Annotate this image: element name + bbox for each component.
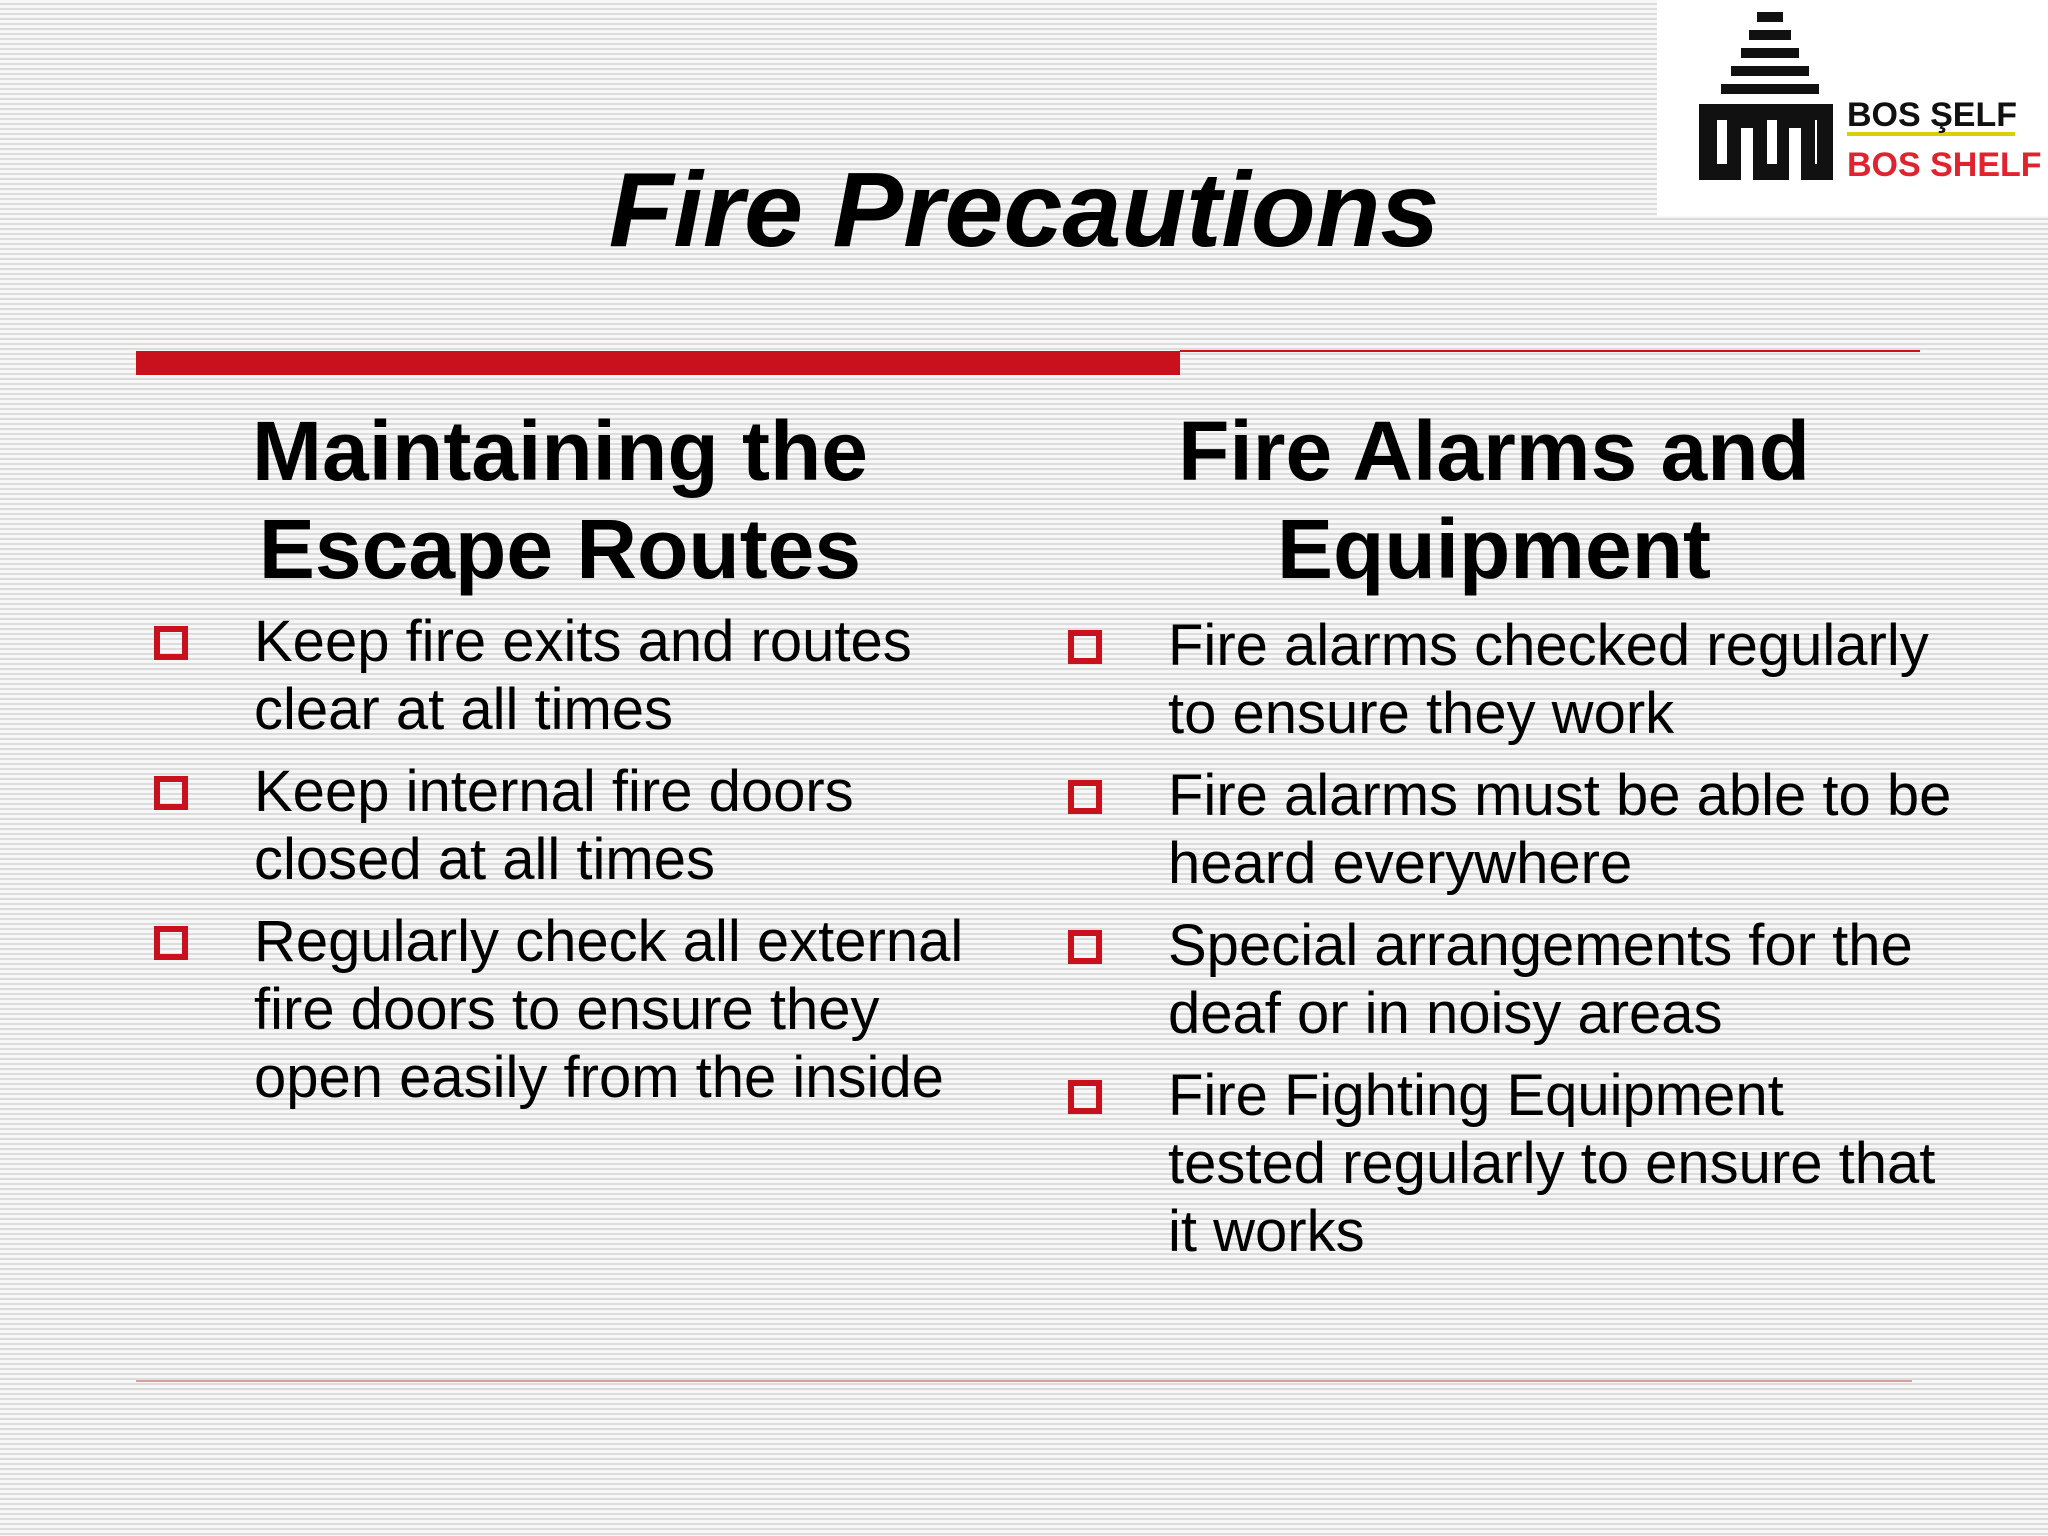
bullet-text: Fire Fighting Equipment tested regularly to ensure that it works — [1168, 1063, 1936, 1264]
square-bullet-icon — [1068, 1080, 1102, 1114]
right-bullet-list — [1054, 612, 1954, 1266]
list-item — [140, 758, 1020, 894]
left-heading: Maintaining the Escape Routes — [252, 404, 868, 596]
list-item — [1054, 612, 1954, 748]
left-column — [140, 402, 1020, 1126]
bullet-text: Fire alarms must be able to be heard everywhere — [1168, 763, 1952, 896]
square-bullet-icon — [1068, 630, 1102, 664]
bullet-text: Fire alarms checked regularly to ensure they work — [1168, 613, 1929, 746]
square-bullet-icon — [154, 776, 188, 810]
bullet-text: Keep fire exits and routes clear at all times — [254, 609, 912, 742]
title-underline-thin — [1180, 350, 1920, 352]
title-underline-thick — [136, 351, 1180, 375]
list-item — [140, 608, 1020, 744]
left-bullet-list — [140, 608, 1020, 1112]
right-heading: Fire Alarms and Equipment — [1178, 404, 1810, 596]
slide-title: Fire Precautions — [608, 151, 1440, 269]
bullet-text: Special arrangements for the deaf or in noisy areas — [1168, 913, 1913, 1046]
right-column — [1054, 402, 1954, 1280]
logo-line2: BOS SHELF — [1847, 146, 2042, 184]
list-item — [1054, 1062, 1954, 1266]
logo-line1: BOS ŞELF — [1847, 96, 2018, 134]
square-bullet-icon — [154, 926, 188, 960]
list-item — [1054, 762, 1954, 898]
list-item — [1054, 912, 1954, 1048]
square-bullet-icon — [154, 626, 188, 660]
square-bullet-icon — [1068, 930, 1102, 964]
list-item — [140, 908, 1020, 1112]
footer-divider — [136, 1380, 1912, 1382]
bullet-text: Keep internal fire doors closed at all times — [254, 759, 854, 892]
bullet-text: Regularly check all external fire doors to ensure they open easily from the inside — [254, 909, 964, 1110]
square-bullet-icon — [1068, 780, 1102, 814]
